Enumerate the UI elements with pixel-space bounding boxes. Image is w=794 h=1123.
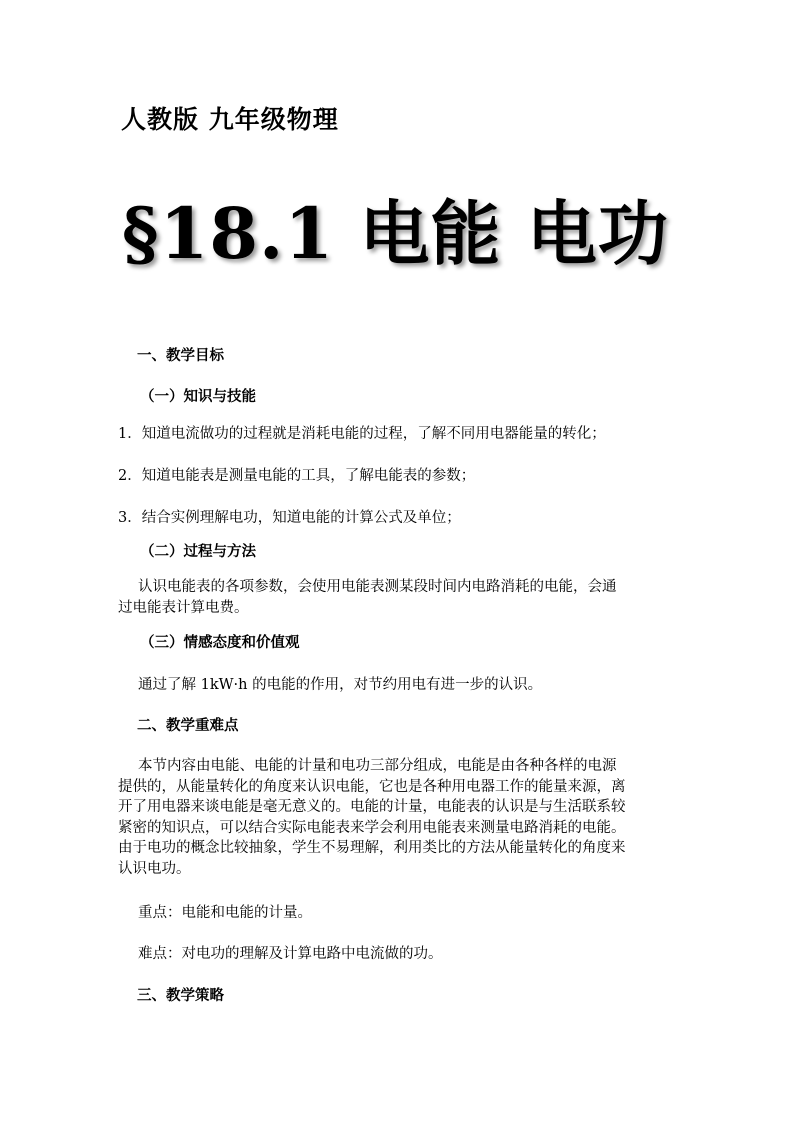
difficult-point-text: 难点：对电功的理解及计算电路中电流做的功。 — [138, 946, 443, 962]
key-points-paragraph — [118, 756, 678, 879]
process-paragraph — [118, 577, 678, 618]
paragraph-line: 开了用电器来谈电能是毫无意义的。电能的计量，电能表的认识是与生活联系较 — [118, 799, 626, 815]
document-subtitle: 人教版 九年级物理 — [121, 105, 339, 134]
paragraph-line: 认识电能表的各项参数，会使用电能表测某段时间内电路消耗的电能，会通 — [138, 579, 617, 595]
subsection-heading-attitude: （三）情感态度和价值观 — [140, 634, 300, 651]
attitude-paragraph: 通过了解 1kW·h 的电能的作用，对节约用电有进一步的认识。 — [138, 677, 543, 693]
document-title: §18.1 电能 电功 — [122, 192, 669, 275]
paragraph-line: 紧密的知识点，可以结合实际电能表来学会利用电能表来测量电路消耗的电能。 — [118, 819, 626, 836]
paragraph-line: 认识电功。 — [118, 860, 191, 877]
objective-item-1: 1．知道电流做功的过程就是消耗电能的过程，了解不同用电器能量的转化； — [118, 426, 606, 442]
objective-item-3: 3．结合实例理解电功，知道电能的计算公式及单位； — [118, 510, 461, 526]
section-heading-strategy: 三、教学策略 — [137, 987, 224, 1004]
key-point-text: 重点：电能和电能的计量。 — [138, 905, 312, 921]
subsection-heading-knowledge: （一）知识与技能 — [140, 388, 256, 405]
section-heading-key-points: 二、教学重难点 — [137, 717, 239, 734]
section-heading-objectives: 一、教学目标 — [137, 347, 224, 364]
objective-item-2: 2．知道电能表是测量电能的工具，了解电能表的参数； — [118, 468, 476, 484]
subsection-heading-process: （二）过程与方法 — [140, 543, 256, 560]
paragraph-line: 本节内容由电能、电能的计量和电功三部分组成，电能是由各种各样的电源 — [138, 758, 617, 774]
paragraph-line: 过电能表计算电费。 — [118, 599, 249, 616]
paragraph-line: 由于电功的概念比较抽象，学生不易理解，利用类比的方法从能量转化的角度来 — [118, 840, 626, 856]
paragraph-line: 提供的，从能量转化的角度来认识电能，它也是各种用电器工作的能量来源，离 — [118, 778, 626, 795]
